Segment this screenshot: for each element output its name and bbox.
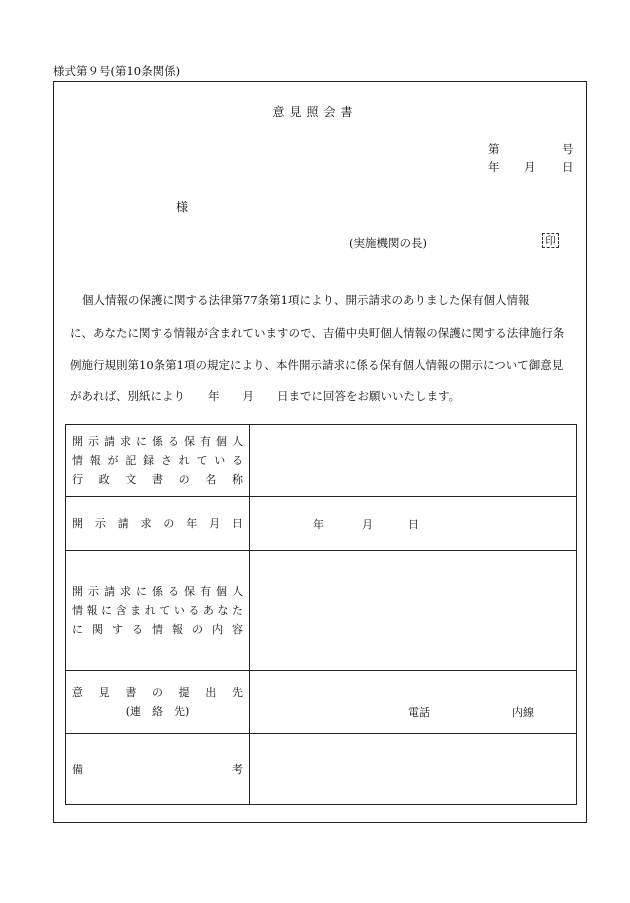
label-line: 意見書の提出先 (72, 686, 243, 699)
label-line: 開示請求に係る保有個人 (72, 585, 243, 598)
value-submission[interactable] (250, 671, 577, 734)
inquiry-table (65, 424, 577, 805)
request-year: 年 (313, 518, 324, 531)
body-line-3: 例施行規則第10条第1項の規定により、本件開示請求に係る保有個人情報の開示について御意見 (70, 358, 564, 372)
label-line: 開示請求の年月日 (72, 517, 243, 530)
date-month: 月 (524, 160, 536, 174)
table-row-submission (66, 671, 577, 734)
label-line: 情報に含まれているあなた (72, 604, 243, 617)
table-row-remarks (66, 734, 577, 805)
seal-mark: 印 (542, 233, 559, 248)
date-day: 日 (562, 160, 574, 174)
label-document-name (66, 425, 250, 497)
label-info-content (66, 551, 250, 671)
date-year: 年 (488, 160, 500, 174)
table-row-info-content (66, 551, 577, 671)
label-line: 備考 (72, 762, 243, 776)
phone-label: 電話 (408, 706, 430, 719)
form-caption: 様式第９号(第10条関係) (53, 64, 181, 78)
sender-title: (実施機関の長) (349, 236, 427, 250)
request-month: 月 (362, 518, 373, 531)
value-request-date[interactable] (250, 497, 577, 551)
table-row-request-date (66, 497, 577, 551)
label-line: 行政文書の名称 (72, 473, 243, 486)
extension-label: 内線 (512, 706, 534, 719)
label-sub: (連 絡 先) (125, 705, 190, 718)
label-submission (66, 671, 250, 734)
label-remarks (66, 734, 250, 805)
label-request-date (66, 497, 250, 551)
label-line: 情報が記録されている (72, 454, 243, 467)
label-line: 開示請求に係る保有個人 (72, 435, 243, 448)
addressee-suffix: 様 (176, 200, 189, 214)
body-line-2: に、あなたに関する情報が含まれていますので、吉備中央町個人情報の保護に関する法律施行条 (70, 326, 565, 340)
document-title: 意見照会書 (272, 105, 358, 119)
value-info-content[interactable] (250, 551, 577, 671)
number-prefix: 第 (488, 142, 500, 156)
label-line: に関する情報の内容 (72, 623, 243, 636)
table-row-document-name (66, 425, 577, 497)
request-day: 日 (408, 518, 419, 531)
body-line-4: があれば、別紙により 年 月 日までに回答をお願いいたします。 (70, 389, 461, 403)
value-remarks[interactable] (250, 734, 577, 805)
value-document-name[interactable] (250, 425, 577, 497)
number-suffix: 号 (562, 142, 574, 156)
body-line-1: 個人情報の保護に関する法律第77条第1項により、開示請求のありました保有個人情報 (82, 293, 530, 307)
